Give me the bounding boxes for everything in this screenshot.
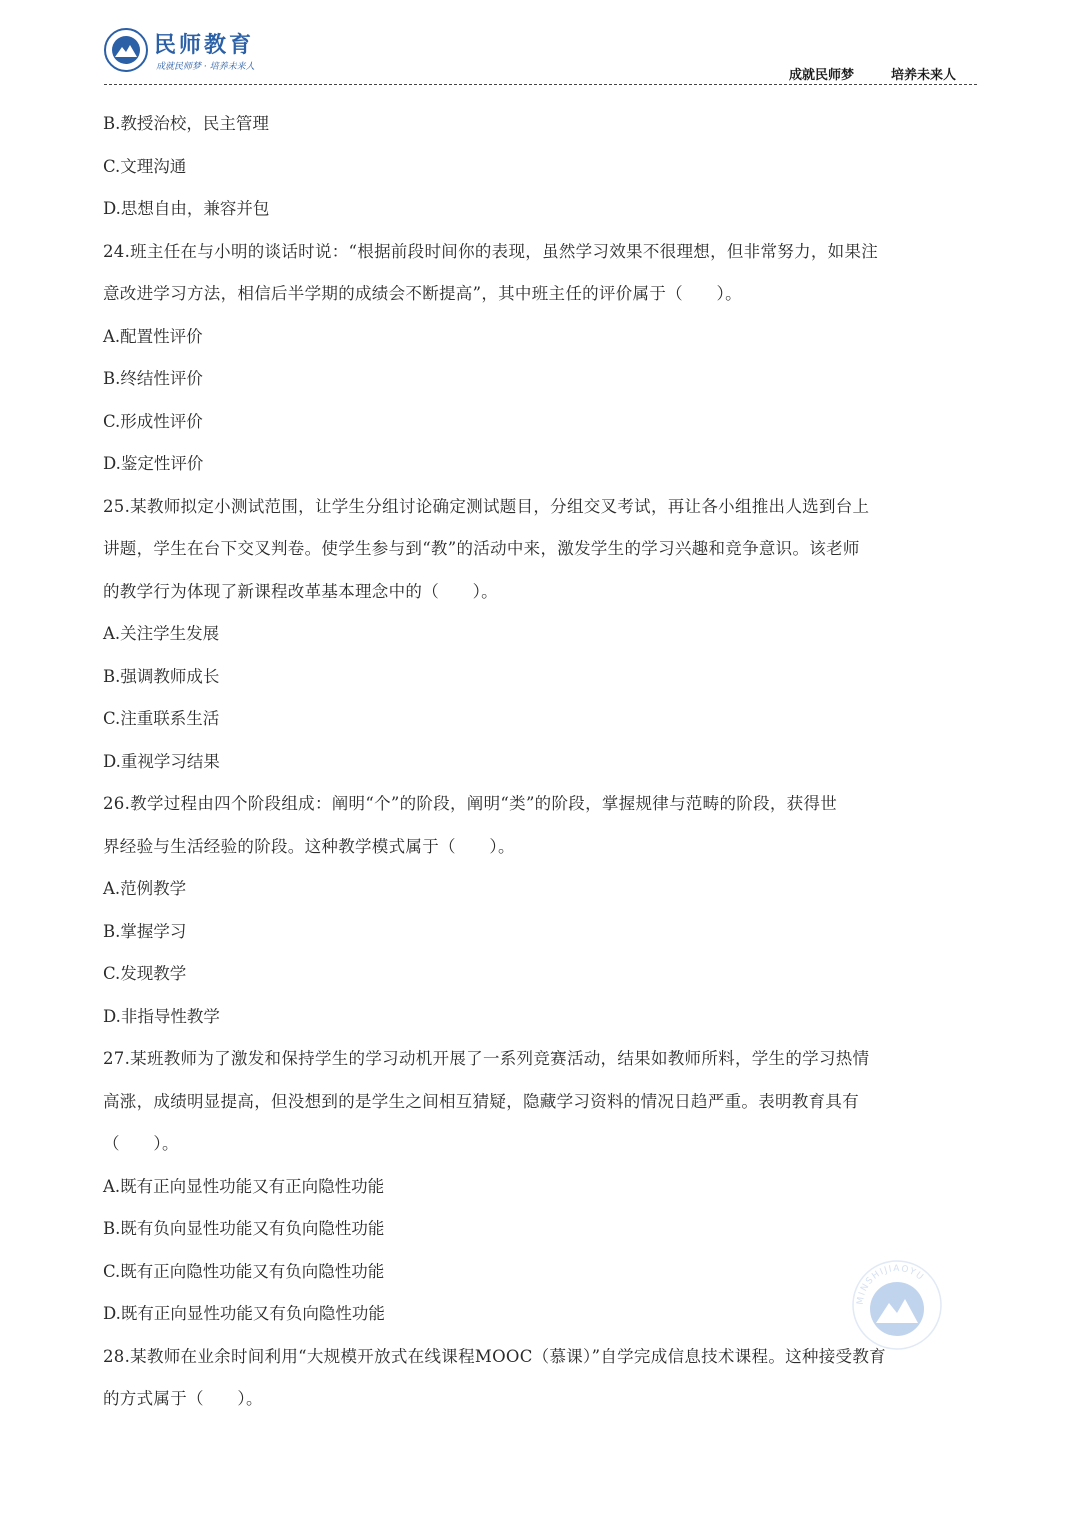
watermark-logo-icon [851, 1259, 943, 1351]
option-line: B.强调教师成长 [103, 666, 220, 686]
header-divider [104, 84, 977, 85]
option-line: D.重视学习结果 [103, 751, 220, 771]
logo-name: 民师教育 [154, 33, 255, 58]
option-line: C.形成性评价 [103, 411, 203, 431]
question-24-line-1: 24.班主任在与小明的谈话时说：“根据前段时间你的表现，虽然学习效果不很理想，但非常努力，如果注 [103, 241, 879, 261]
header-tagline-left: 成就民师梦 [789, 68, 855, 83]
option-line: D.鉴定性评价 [103, 454, 204, 473]
watermark-text: MINSHIJIAOYU [855, 1263, 926, 1306]
question-27-line-1: 27.某班教师为了激发和保持学生的学习动机开展了一系列竞赛活动，结果如教师所料，学生的学习热情 [103, 1049, 870, 1068]
option-line: C.既有正向隐性功能又有负向隐性功能 [103, 1261, 385, 1281]
option-line: A.范例教学 [103, 879, 187, 898]
option-line: A.关注学生发展 [103, 624, 220, 643]
question-28-line-1: 28.某教师在业余时间利用“大规模开放式在线课程MOOC（慕课）”自学完成信息技术课程。这种接受教育 [103, 1346, 886, 1366]
question-25-line-1: 25.某教师拟定小测试范围，让学生分组讨论确定测试题目，分组交叉考试，再让各小组推出人选到台上 [103, 496, 870, 516]
option-line: B.教授治校，民主管理 [103, 114, 269, 133]
option-line: B.掌握学习 [103, 921, 187, 941]
logo-slogan: 成就民师梦 · 培养未来人 [156, 62, 255, 72]
option-line: A.配置性评价 [103, 326, 203, 346]
option-line: B.终结性评价 [103, 369, 203, 388]
option-line: B.既有负向显性功能又有负向隐性功能 [103, 1219, 385, 1238]
question-25-line-3: 的教学行为体现了新课程改革基本理念中的（ ）。 [103, 581, 498, 601]
question-28-line-2: 的方式属于（ ）。 [103, 1389, 263, 1408]
option-line: D.非指导性教学 [103, 1006, 220, 1026]
option-line: C.注重联系生活 [103, 709, 220, 728]
question-24-line-2: 意改进学习方法，相信后半学期的成绩会不断提高”，其中班主任的评价属于（ ）。 [103, 284, 742, 303]
option-line: A.既有正向显性功能又有正向隐性功能 [103, 1176, 385, 1196]
question-26-line-2: 界经验与生活经验的阶段。这种教学模式属于（ ）。 [103, 836, 515, 856]
question-27-line-2: 高涨，成绩明显提高，但没想到的是学生之间相互猜疑，隐藏学习资料的情况日趋严重。表明教育具有 [103, 1091, 859, 1111]
question-content [103, 103, 977, 1421]
page-header [0, 0, 1080, 90]
option-line: D.既有正向显性功能又有负向隐性功能 [103, 1304, 385, 1323]
option-line: C.发现教学 [103, 964, 187, 983]
mountain-logo-icon [104, 28, 148, 72]
question-26-line-1: 26.教学过程由四个阶段组成：阐明“个”的阶段，阐明“类”的阶段，掌握规律与范畴的阶段，获得世 [103, 794, 838, 813]
header-tagline-right: 培养未来人 [891, 68, 957, 83]
question-27-line-3: （ ）。 [103, 1134, 179, 1153]
question-25-line-2: 讲题，学生在台下交叉判卷。使学生参与到“教”的活动中来，激发学生的学习兴趣和竞争意识。该老师 [103, 539, 860, 558]
option-line: C.文理沟通 [103, 156, 187, 176]
option-line: D.思想自由，兼容并包 [103, 199, 270, 218]
